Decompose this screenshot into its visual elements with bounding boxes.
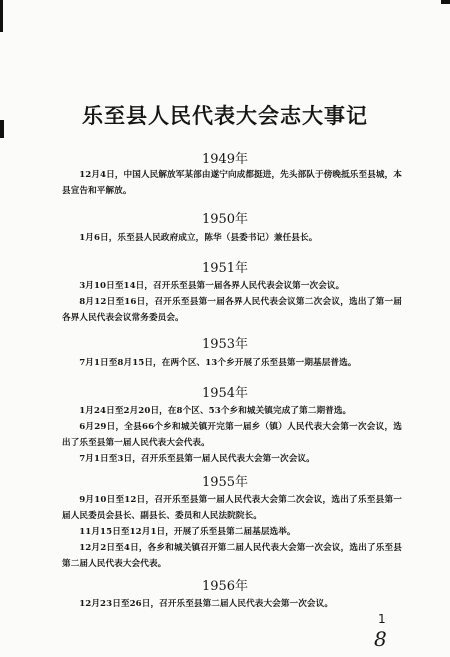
year-heading-1949: 1949年 bbox=[201, 152, 249, 167]
event-entry-1950-1: 1月6日，乐至县人民政府成立，陈华（县委书记）兼任县长。 bbox=[79, 233, 318, 243]
year-heading-1954: 1954年 bbox=[201, 386, 249, 401]
event-entry-1949-1: 12月4日，中国人民解放军某部由遂宁向成都挺进，先头部队于傍晚抵乐至县城，本县宣告和平解放。 bbox=[62, 170, 402, 196]
document-title: 乐至县人民代表大会志大事记 bbox=[82, 103, 368, 128]
handwritten-page-mark: 8 bbox=[374, 627, 387, 651]
year-heading-1953: 1953年 bbox=[201, 337, 249, 352]
event-entry-1955-1: 9月10日至12日，召开乐至县第一届人民代表大会第二次会议，选出了乐至县第一届人民委员会县长、副县长、委员和人民法院院长。 bbox=[62, 495, 402, 521]
page-number: 1 bbox=[378, 612, 386, 626]
event-entry-1951-1: 3月10日至14日，召开乐至县第一届各界人民代表会议第一次会议。 bbox=[79, 281, 345, 291]
year-heading-1955: 1955年 bbox=[201, 475, 249, 490]
year-heading-1956: 1956年 bbox=[201, 579, 249, 594]
year-heading-1951: 1951年 bbox=[201, 261, 249, 276]
event-entry-1954-1: 1月24日至2月20日，在8个区、53个乡和城关镇完成了第二期普选。 bbox=[79, 406, 352, 416]
event-entry-1953-1: 7月1日至8月15日，在两个区、13个乡开展了乐至县第一期基层普选。 bbox=[79, 358, 357, 368]
event-entry-1956-1: 12月23日至26日，召开乐至县第二届人民代表大会第一次会议。 bbox=[79, 599, 334, 609]
event-entry-1955-2: 11月15日至12月1日，开展了乐至县第二届基层选举。 bbox=[79, 527, 296, 537]
event-entry-1954-3: 7月1日至3日，召开乐至县第一届人民代表大会第一次会议。 bbox=[79, 454, 315, 464]
event-entry-1954-2: 6月29日，全县66个乡和城关镇开完第一届乡（镇）人民代表大会第一次会议，选出了乐至县第一届人民代表大会代表。 bbox=[62, 422, 402, 448]
scan-mark-top-left bbox=[0, 0, 3, 32]
event-entry-1955-3: 12月2日至4日，各乡和城关镇召开第二届人民代表大会第一次会议，选出了乐至县第二届人民代表大会代表。 bbox=[62, 543, 402, 569]
event-entry-1951-2: 8月12日至16日，召开乐至县第一届各界人民代表会议第二次会议，选出了第一届各界人民代表会议常务委员会。 bbox=[62, 297, 402, 323]
scan-mark-top-right bbox=[441, 0, 450, 4]
year-heading-1950: 1950年 bbox=[201, 212, 249, 227]
